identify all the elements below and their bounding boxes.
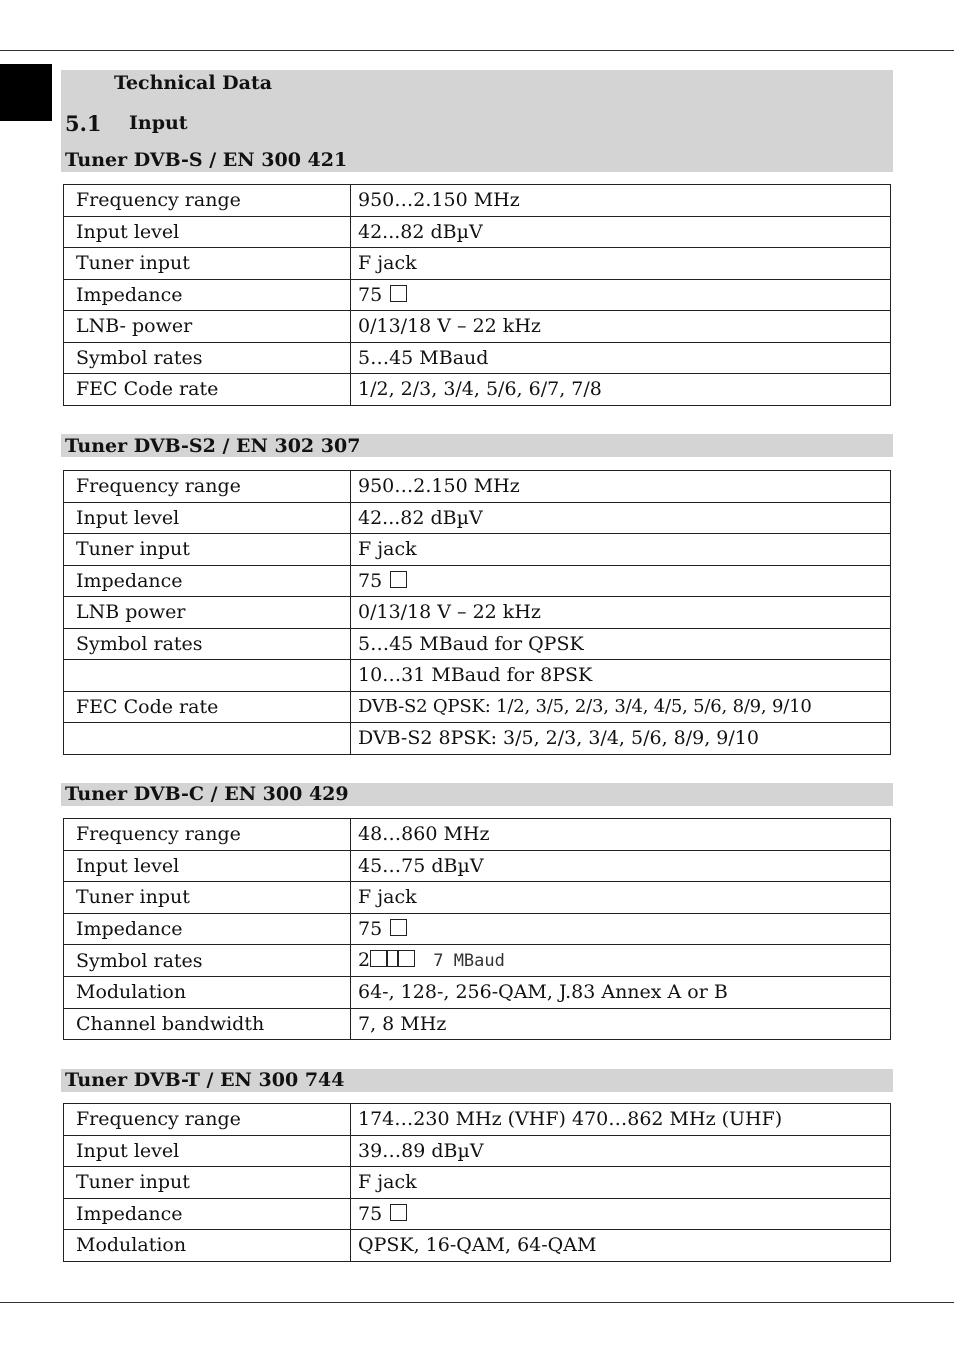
- table-row: [64, 819, 891, 851]
- symbol-rate-suffix: 7 MBaud: [433, 951, 505, 971]
- spec-value: F jack: [351, 248, 891, 280]
- spec-label: Tuner input: [64, 882, 351, 914]
- spec-value: 42...82 dBµV: [351, 216, 891, 248]
- table-row: [64, 1104, 891, 1136]
- table-row: [64, 945, 891, 977]
- spec-table-dvb-s: [63, 184, 891, 406]
- spec-value: 7, 8 MHz: [351, 1008, 891, 1040]
- spec-value: F jack: [351, 534, 891, 566]
- table-row: [64, 597, 891, 629]
- spec-table-dvb-s2: [63, 470, 891, 755]
- spec-label: LNB- power: [64, 311, 351, 343]
- symbol-rate-prefix: 2: [358, 949, 371, 971]
- spec-label: Tuner input: [64, 534, 351, 566]
- table-row: [64, 628, 891, 660]
- spec-label: Symbol rates: [64, 342, 351, 374]
- spec-label: Frequency range: [64, 819, 351, 851]
- spec-table-dvb-c: [63, 818, 891, 1040]
- missing-glyph-box: [387, 950, 398, 967]
- spec-value: 5…45 MBaud: [351, 342, 891, 374]
- spec-value: 1/2, 2/3, 3/4, 5/6, 6/7, 7/8: [351, 374, 891, 406]
- spec-label: Channel bandwidth: [64, 1008, 351, 1040]
- spec-value: 64-, 128-, 256-QAM, J.83 Annex A or B: [351, 977, 891, 1009]
- spec-value: 45…75 dBµV: [351, 850, 891, 882]
- spec-label: Tuner input: [64, 1167, 351, 1199]
- table-heading-dvb-s: Tuner DVB-S / EN 300 421: [65, 149, 348, 171]
- footer-rule: [0, 1302, 954, 1303]
- table-row: [64, 248, 891, 280]
- table-row: [64, 882, 891, 914]
- table-row: [64, 216, 891, 248]
- spec-label: FEC Code rate: [64, 691, 351, 723]
- spec-value: [351, 1198, 891, 1230]
- spec-label: Input level: [64, 1135, 351, 1167]
- spec-label: Input level: [64, 850, 351, 882]
- spec-value: [351, 913, 891, 945]
- spec-label: Input level: [64, 502, 351, 534]
- table-row: [64, 185, 891, 217]
- missing-glyph-box: [390, 919, 407, 936]
- table-row: [64, 1198, 891, 1230]
- spec-label: [64, 723, 351, 755]
- table-row: [64, 374, 891, 406]
- spec-label: Symbol rates: [64, 945, 351, 977]
- spec-label: LNB power: [64, 597, 351, 629]
- table-row: [64, 1008, 891, 1040]
- spec-label: [64, 660, 351, 692]
- subsection-number: 5.1: [65, 111, 102, 136]
- spec-value: F jack: [351, 1167, 891, 1199]
- table-row: [64, 977, 891, 1009]
- section-title: Technical Data: [114, 72, 273, 94]
- table-row: [64, 723, 891, 755]
- spec-label: Modulation: [64, 1230, 351, 1262]
- spec-label: Impedance: [64, 565, 351, 597]
- missing-glyph-box: [398, 950, 415, 967]
- impedance-value: 75: [358, 283, 383, 306]
- missing-glyph-box: [370, 950, 387, 967]
- table-row: [64, 534, 891, 566]
- missing-glyph-box: [390, 285, 407, 302]
- spec-label: Symbol rates: [64, 628, 351, 660]
- spec-value: F jack: [351, 882, 891, 914]
- spec-label: Impedance: [64, 279, 351, 311]
- table-row: [64, 502, 891, 534]
- spec-value: 5…45 MBaud for QPSK: [351, 628, 891, 660]
- spec-value: 10…31 MBaud for 8PSK: [351, 660, 891, 692]
- spec-label: Impedance: [64, 913, 351, 945]
- table-row: [64, 1135, 891, 1167]
- spec-label: Input level: [64, 216, 351, 248]
- table-heading-dvb-t: Tuner DVB-T / EN 300 744: [65, 1069, 345, 1091]
- spec-label: Frequency range: [64, 1104, 351, 1136]
- table-heading-dvb-c: Tuner DVB-C / EN 300 429: [65, 783, 349, 805]
- table-row: [64, 279, 891, 311]
- chapter-tab-marker: [0, 64, 52, 121]
- table-row: [64, 1167, 891, 1199]
- header-rule: [0, 50, 954, 51]
- spec-value: [351, 279, 891, 311]
- subsection-title: Input: [129, 112, 188, 134]
- spec-value: [351, 945, 891, 977]
- spec-value: 0/13/18 V – 22 kHz: [351, 311, 891, 343]
- spec-value: 950…2.150 MHz: [351, 185, 891, 217]
- missing-glyph-box: [390, 1204, 407, 1221]
- table-row: [64, 565, 891, 597]
- table-row: [64, 691, 891, 723]
- spec-value: QPSK, 16-QAM, 64-QAM: [351, 1230, 891, 1262]
- spec-value: [351, 565, 891, 597]
- table-heading-dvb-s2: Tuner DVB-S2 / EN 302 307: [65, 435, 361, 457]
- table-row: [64, 471, 891, 503]
- impedance-value: 75: [358, 1202, 383, 1225]
- spec-value: 48…860 MHz: [351, 819, 891, 851]
- spec-value: 174…230 MHz (VHF) 470…862 MHz (UHF): [351, 1104, 891, 1136]
- spec-value: DVB-S2 QPSK: 1/2, 3/5, 2/3, 3/4, 4/5, 5/6, 8/9, 9/10: [351, 691, 891, 723]
- spec-value: 950…2.150 MHz: [351, 471, 891, 503]
- spec-label: Tuner input: [64, 248, 351, 280]
- table-row: [64, 660, 891, 692]
- spec-value: DVB-S2 8PSK: 3/5, 2/3, 3/4, 5/6, 8/9, 9/10: [351, 723, 891, 755]
- table-row: [64, 913, 891, 945]
- spec-label: Frequency range: [64, 471, 351, 503]
- spec-label: Frequency range: [64, 185, 351, 217]
- impedance-value: 75: [358, 917, 383, 940]
- table-row: [64, 850, 891, 882]
- spec-label: Impedance: [64, 1198, 351, 1230]
- spec-table-dvb-t: [63, 1103, 891, 1262]
- table-row: [64, 311, 891, 343]
- spec-label: FEC Code rate: [64, 374, 351, 406]
- spec-value: 42...82 dBµV: [351, 502, 891, 534]
- table-row: [64, 342, 891, 374]
- table-row: [64, 1230, 891, 1262]
- spec-label: Modulation: [64, 977, 351, 1009]
- impedance-value: 75: [358, 569, 383, 592]
- missing-glyph-box: [390, 571, 407, 588]
- spec-value: 39…89 dBµV: [351, 1135, 891, 1167]
- spec-value: 0/13/18 V – 22 kHz: [351, 597, 891, 629]
